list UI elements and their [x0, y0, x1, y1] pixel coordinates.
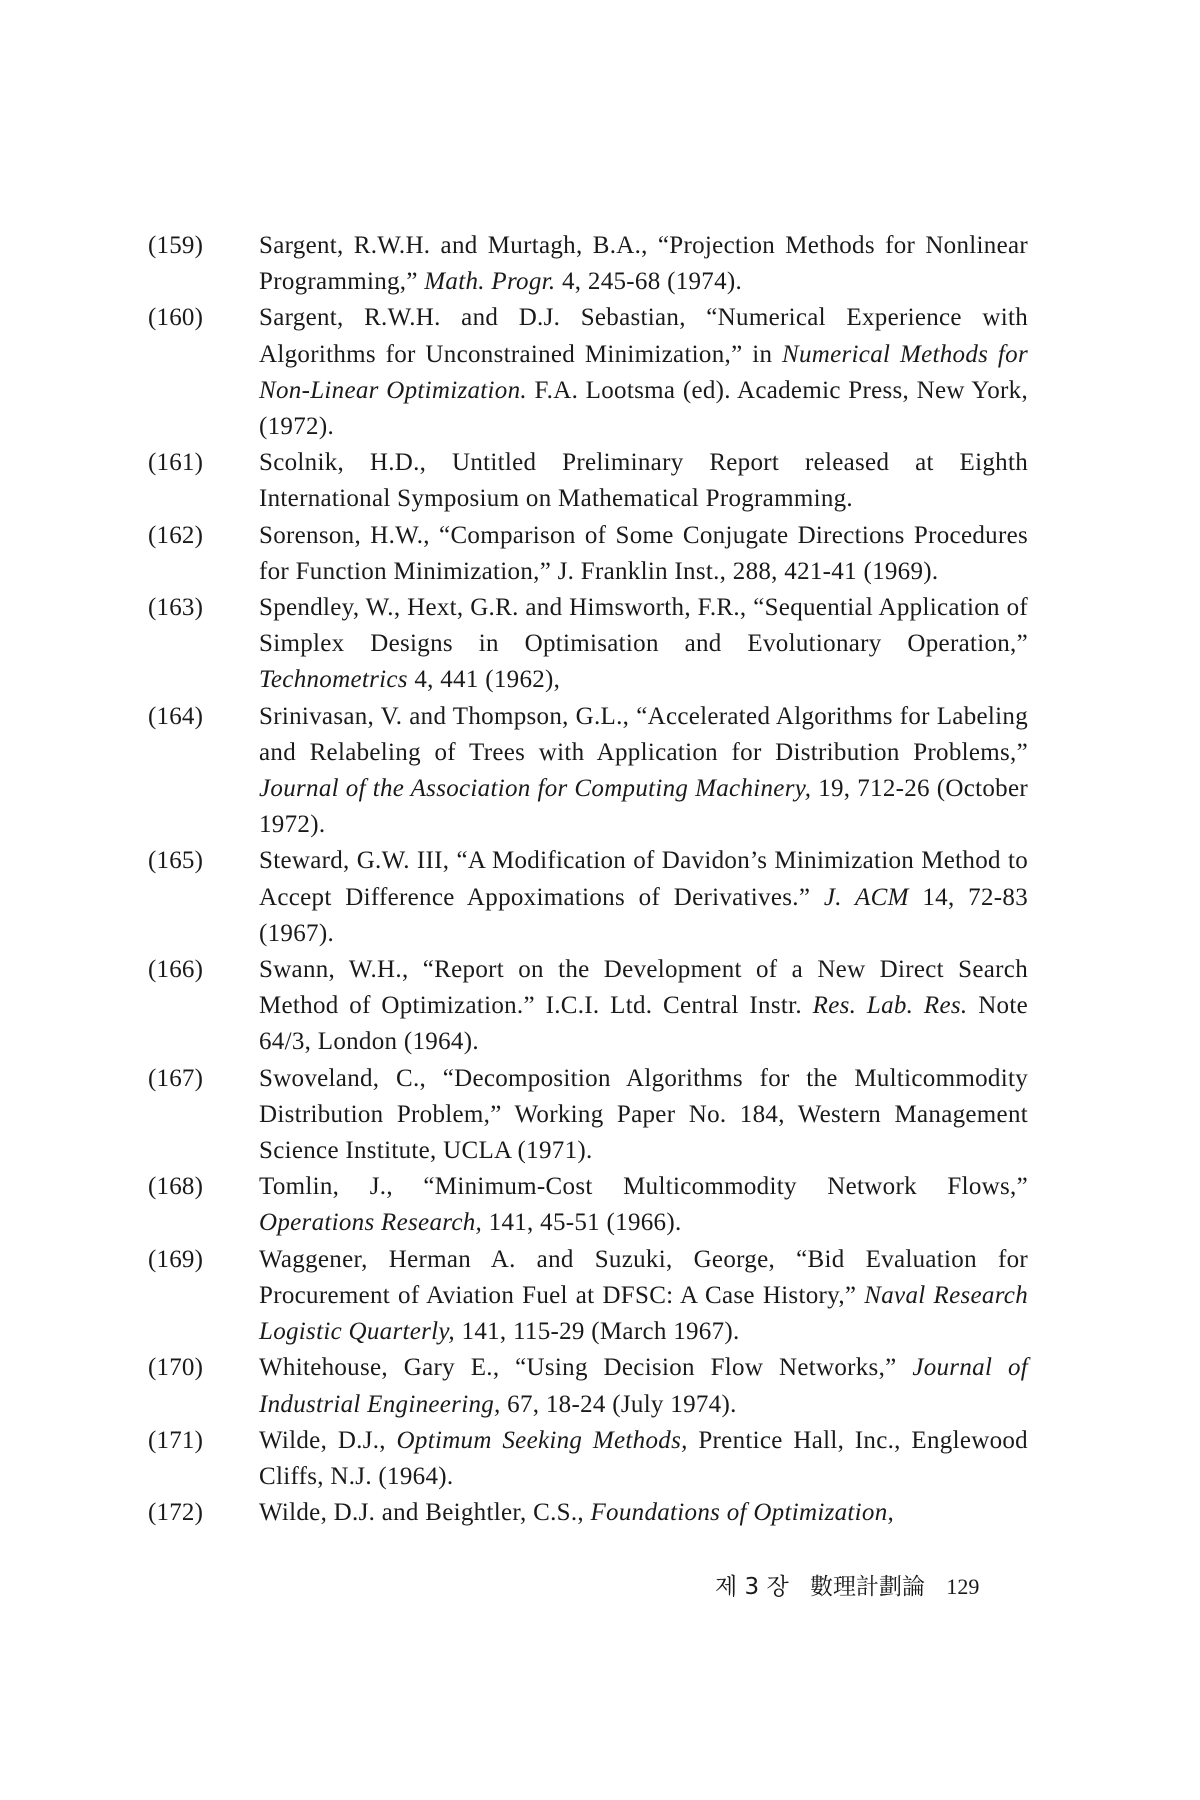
reference-segment: Scolnik, H.D., Untitled Preliminary Report released at Eighth International Symposium on Mathematical Programming. [259, 449, 1028, 513]
reference-segment: 141, 45-51 (1966). [482, 1209, 682, 1237]
reference-number: (159) [148, 232, 204, 259]
reference-text [259, 1242, 1028, 1351]
reference-entry [148, 1495, 1028, 1531]
reference-number: (166) [148, 956, 204, 984]
reference-text [259, 952, 1028, 1061]
reference-segment: Sargent, R.W.H. and D.J. Sebastian, “Numerical Experience with Algorithms for Unconstrained Minimization,” in [259, 304, 1028, 368]
reference-text [259, 1350, 1028, 1422]
page-number: 129 [946, 1574, 980, 1599]
reference-number: (167) [148, 1064, 204, 1092]
reference-segment: Note 64/3, London (1964). [259, 992, 1028, 1056]
reference-italic-segment: Naval Research Logistic Quarterly, [259, 1281, 1028, 1346]
reference-segment: 19, 712-26 (October 1972). [259, 775, 1028, 839]
reference-segment: Tomlin, J., “Minimum-Cost Multicommodity Network Flows,” [259, 1173, 1028, 1201]
reference-segment: Wilde, D.J., [259, 1426, 397, 1454]
reference-entry [148, 590, 1028, 699]
reference-segment: Whitehouse, Gary E., “Using Decision Flow Networks,” [259, 1354, 913, 1382]
reference-italic-segment: Numerical Methods for Non-Linear Optimization. [259, 340, 1028, 404]
reference-segment: 4, 245-68 (1974). [555, 268, 743, 296]
reference-entry [148, 1169, 1028, 1241]
reference-entry [148, 445, 1028, 517]
reference-segment: Srinivasan, V. and Thompson, G.L., “Accelerated Algorithms for Labeling and Relabeling of Trees with Application for Distribution Problems,” [259, 702, 1028, 766]
reference-number: (165) [148, 847, 204, 875]
reference-number: (169) [148, 1245, 204, 1273]
reference-number: (168) [148, 1173, 204, 1201]
reference-text [259, 228, 1028, 300]
reference-segment: Waggener, Herman A. and Suzuki, George, “Bid Evaluation for Procurement of Aviation Fuel at DFSC: A Case History,” [259, 1245, 1028, 1309]
reference-segment: 67, 18-24 (July 1974). [500, 1390, 737, 1418]
reference-text [259, 590, 1028, 699]
reference-text [259, 300, 1028, 445]
reference-italic-segment: Res. Lab. Res. [812, 992, 968, 1020]
reference-entry [148, 952, 1028, 1061]
reference-italic-segment: Math. Progr. [424, 268, 556, 296]
reference-text [259, 518, 1028, 590]
reference-segment: Steward, G.W. III, “A Modification of Davidon’s Minimization Method to Accept Difference Appoximations of Derivatives.” [259, 847, 1028, 911]
reference-segment: Spendley, W., Hext, G.R. and Himsworth, F.R., “Sequential Application of Simplex Designs in Optimisation and Evolutionary Operation,” [259, 594, 1028, 658]
reference-text [259, 1169, 1028, 1241]
reference-entry [148, 843, 1028, 952]
reference-entry [148, 1061, 1028, 1170]
reference-text [259, 1423, 1028, 1495]
reference-number: (162) [148, 521, 204, 549]
reference-number: (172) [148, 1499, 204, 1527]
reference-entry [148, 1242, 1028, 1351]
reference-entry [148, 300, 1028, 445]
reference-number: (160) [148, 304, 204, 332]
reference-italic-segment: Journal of Industrial Engineering, [259, 1354, 1029, 1418]
page-footer [715, 1572, 979, 1602]
reference-number: (171) [148, 1426, 204, 1454]
reference-italic-segment: Operations Research, [259, 1209, 483, 1237]
reference-number: (164) [148, 702, 204, 730]
reference-entry [148, 228, 1028, 300]
reference-segment: Prentice Hall, Inc., Englewood Cliffs, N.J. (1964). [259, 1426, 1028, 1490]
chapter-label: 제 3 장 [715, 1574, 789, 1600]
reference-italic-segment: Foundations of Optimization, [590, 1499, 895, 1527]
reference-text [259, 699, 1028, 844]
reference-segment: Sargent, R.W.H. and Murtagh, B.A., “Projection Methods for Nonlinear Programming,” [259, 232, 1028, 296]
reference-list [148, 228, 1028, 1531]
reference-number: (163) [148, 594, 204, 622]
reference-italic-segment: Optimum Seeking Methods, [396, 1426, 688, 1454]
chapter-title: 數理計劃論 [810, 1574, 926, 1600]
reference-segment: 4, 441 (1962), [407, 666, 561, 694]
reference-italic-segment: J. ACM [823, 883, 909, 911]
reference-number: (161) [148, 449, 204, 477]
reference-text [259, 1061, 1028, 1170]
reference-italic-segment: Journal of the Association for Computing Machinery, [259, 775, 812, 803]
reference-text [259, 445, 1028, 517]
reference-text [259, 843, 1028, 952]
reference-segment: F.A. Lootsma (ed). Academic Press, New York, (1972). [259, 376, 1028, 441]
reference-segment: 141, 115-29 (March 1967). [454, 1318, 740, 1346]
reference-italic-segment: Technometrics [259, 666, 408, 694]
reference-segment: 14, 72-83 (1967). [259, 883, 1028, 947]
reference-segment: Swoveland, C., “Decomposition Algorithms for the Multicommodity Distribution Problem,” Working Paper No. 184, Western Management Science Institute, UCLA (1971). [259, 1064, 1028, 1165]
reference-segment: Swann, W.H., “Report on the Development of a New Direct Search Method of Optimization.” I.C.I. Ltd. Central Instr. [259, 956, 1028, 1020]
reference-number: (170) [148, 1354, 204, 1382]
reference-entry [148, 1423, 1028, 1495]
reference-entry [148, 518, 1028, 590]
reference-entry [148, 699, 1028, 844]
reference-segment: Wilde, D.J. and Beightler, C.S., [259, 1499, 591, 1527]
reference-text [259, 1495, 1028, 1531]
reference-entry [148, 1350, 1028, 1422]
reference-segment: Sorenson, H.W., “Comparison of Some Conjugate Directions Procedures for Function Minimization,” J. Franklin Inst., 288, 421-41 (1969). [259, 521, 1028, 585]
